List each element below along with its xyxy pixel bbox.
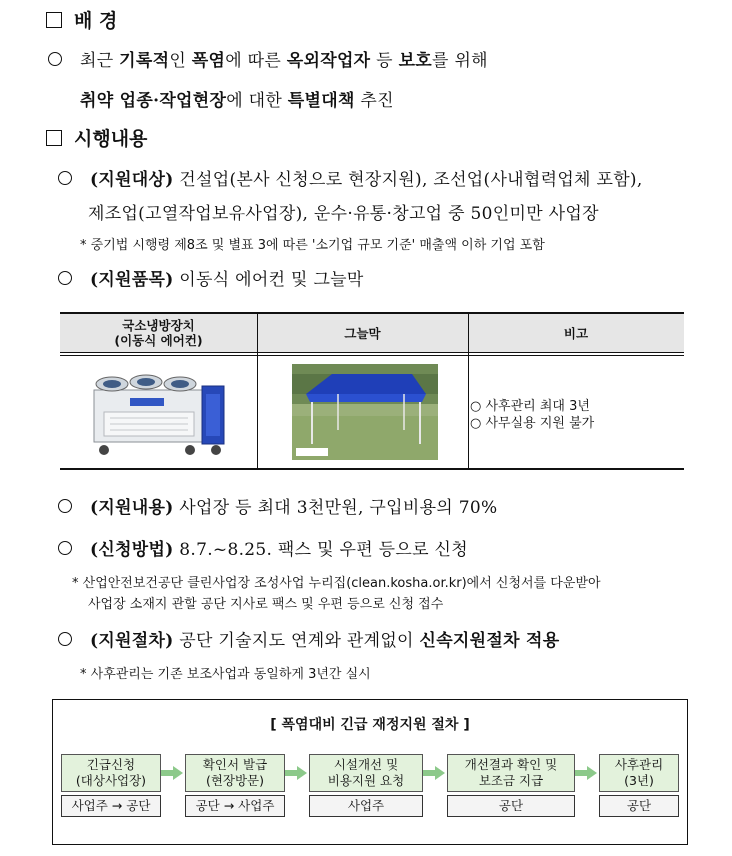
flow-actor-3: 사업주 [309,795,423,817]
table-header-rule [60,355,684,356]
item-emphasis: 신속지원절차 적용 [419,631,560,651]
text-run: 특별대책 [287,91,355,111]
portable-aircon-image [90,370,230,458]
remark-item: ○ 사후관리 최대 3년 [470,399,590,414]
text-run: 폭염 [191,51,226,71]
target-line-1 [58,165,643,190]
goods-line [58,265,364,290]
flow-actor-2: 공단 → 사업주 [185,795,285,817]
text-run: 옥외작업자 [286,51,371,71]
item-label: (지원내용) [90,498,174,518]
circle-bullet-icon [58,541,72,555]
text-run: 기록적 [119,51,170,71]
text-run: 등 [370,51,399,71]
table-header-rule [60,352,684,353]
item-text: 공단 기술지도 연계와 관계없이 [173,631,420,651]
flow-step-1: 긴급신청 (대상사업장) [61,754,161,792]
circle-bullet-icon [58,271,72,285]
table-header-remark: 비고 [563,325,589,341]
section-background-heading [46,6,117,33]
apply-note-1: * 산업안전보건공단 클린사업장 조성사업 누리집(clean.kosha.or.kr)에서 신청서를 다운받아 [72,576,601,591]
item-label: (지원품목) [90,270,174,290]
item-text: 건설업(본사 신청으로 현장지원), 조선업(사내협력업체 포함), [173,170,643,190]
target-line-2: 제조업(고열작업보유사업장), 운수·유통·창고업 중 50인미만 사업장 [88,204,599,224]
item-label: (신청방법) [90,540,174,560]
content-line [58,493,497,518]
procedure-flow-box [52,699,688,845]
item-text: 이동식 에어컨 및 그늘막 [173,270,364,290]
background-line-2 [80,86,394,111]
text-run: 를 위해 [432,51,488,71]
table-remarks [470,398,594,432]
text-run: 인 [169,51,192,71]
text-run: 취약 업종·작업현장 [80,91,227,111]
item-label: (지원절차) [90,631,174,651]
circle-bullet-icon [48,52,62,66]
arrow-right-icon [423,766,445,780]
circle-bullet-icon [58,632,72,646]
flow-actor-5: 공단 [599,795,679,817]
background-line-1 [48,46,488,71]
text-run: 에 따른 [225,51,287,71]
section-title: 배 경 [74,10,118,32]
item-text: 사업장 등 최대 3천만원, 구입비용의 70% [173,498,498,518]
item-label: (지원대상) [90,170,174,190]
text-run: 최근 [80,51,120,71]
canopy-tent-photo [292,364,438,460]
flow-actor-1: 사업주 → 공단 [61,795,161,817]
item-text: 8.7.~8.25. 팩스 및 우편 등으로 신청 [173,540,468,560]
flow-actor-4: 공단 [447,795,575,817]
target-note: * 중기법 시행령 제8조 및 별표 3에 따른 '소기업 규모 기준' 매출액 이하 기업 포함 [80,238,545,253]
flow-step-5: 사후관리 (3년) [599,754,679,792]
arrow-right-icon [285,766,307,780]
remark-item: ○ 사무실용 지원 불가 [470,416,595,431]
goods-table [60,312,684,470]
text-run: 보호 [398,51,433,71]
apply-note-2: 사업장 소재지 관할 공단 지사로 팩스 및 우편 등으로 신청 접수 [88,597,444,612]
flow-step-3: 시설개선 및 비용지원 요청 [309,754,423,792]
arrow-right-icon [161,766,183,780]
apply-line [58,535,468,560]
circle-bullet-icon [58,171,72,185]
section-details-heading [46,124,147,151]
procedure-note: * 사후관리는 기존 보조사업과 동일하게 3년간 실시 [80,667,371,682]
text-run: 에 대한 [226,91,288,111]
flow-step-4: 개선결과 확인 및 보조금 지급 [447,754,575,792]
section-title: 시행내용 [74,128,148,150]
table-bottom-rule [60,468,684,470]
square-bullet-icon [46,130,62,146]
flow-title: [ 폭염대비 긴급 재정지원 절차 ] [270,717,470,733]
flow-step-2: 확인서 발급 (현장방문) [185,754,285,792]
procedure-line [58,626,559,651]
circle-bullet-icon [58,499,72,513]
table-header-tent: 그늘막 [344,325,381,341]
arrow-right-icon [575,766,597,780]
text-run: 추진 [354,91,394,111]
table-header-aircon: 국소냉방장치 (이동식 에어컨) [114,318,203,348]
square-bullet-icon [46,12,62,28]
